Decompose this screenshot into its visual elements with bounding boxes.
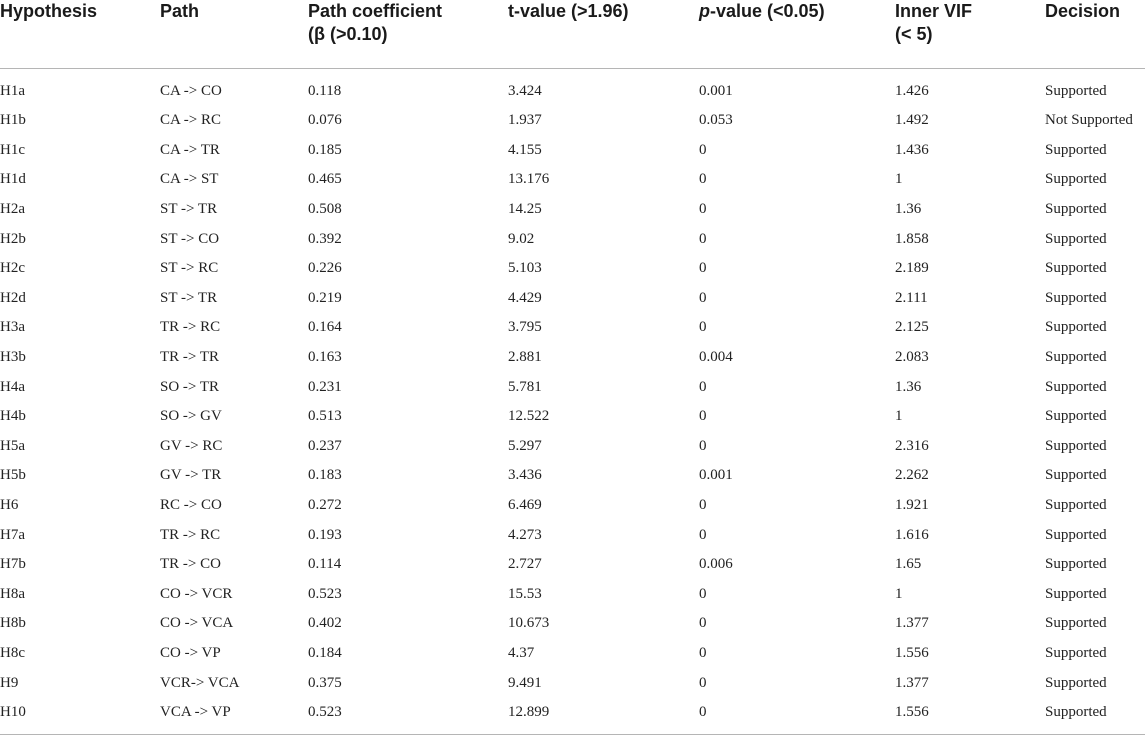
cell-path: ST -> TR	[160, 289, 218, 306]
cell-hypothesis: H4b	[0, 408, 26, 425]
cell-t-value: 5.781	[508, 378, 542, 395]
cell-path-coefficient: 0.219	[308, 289, 342, 306]
cell-path-coefficient: 0.375	[308, 674, 342, 691]
cell-p-value: 0	[699, 526, 707, 543]
cell-t-value: 3.436	[508, 467, 542, 484]
cell-decision: Supported	[1045, 141, 1107, 158]
table-row	[0, 461, 1145, 491]
cell-hypothesis: H1a	[0, 83, 25, 100]
cell-path-coefficient: 0.118	[308, 83, 342, 100]
cell-inner-vif: 2.189	[895, 260, 929, 277]
table-row	[0, 195, 1145, 225]
cell-p-value: 0.006	[699, 556, 733, 573]
header-path-label: Path	[160, 1, 200, 21]
header-row	[0, 0, 1145, 68]
header-inner-vif-line1: Inner VIF	[895, 1, 973, 21]
cell-t-value: 14.25	[508, 201, 542, 218]
cell-p-value: 0	[699, 704, 707, 721]
cell-t-value: 3.795	[508, 319, 542, 336]
cell-path: TR -> CO	[160, 556, 221, 573]
cell-p-value: 0	[699, 674, 707, 691]
cell-hypothesis: H1d	[0, 171, 26, 188]
cell-path: TR -> RC	[160, 319, 221, 336]
cell-inner-vif: 2.125	[895, 319, 929, 336]
cell-path: ST -> RC	[160, 260, 219, 277]
cell-hypothesis: H3a	[0, 319, 25, 336]
cell-path-coefficient: 0.193	[308, 526, 342, 543]
cell-p-value: 0.004	[699, 349, 733, 366]
cell-p-value: 0	[699, 378, 707, 395]
cell-hypothesis: H4a	[0, 378, 25, 395]
cell-decision: Supported	[1045, 644, 1107, 661]
header-decision	[1044, 0, 1145, 68]
cell-inner-vif: 1.492	[895, 112, 929, 129]
header-p-value-label: -value (<0.05)	[710, 1, 825, 21]
header-path-coefficient-line1: Path coefficient	[308, 1, 443, 21]
cell-t-value: 3.424	[508, 83, 542, 100]
cell-path-coefficient: 0.237	[308, 437, 342, 454]
cell-decision: Supported	[1045, 556, 1107, 573]
cell-t-value: 13.176	[508, 171, 550, 188]
table-row	[0, 550, 1145, 580]
cell-inner-vif: 1.65	[895, 556, 922, 573]
table-row	[0, 68, 1145, 106]
cell-hypothesis: H8a	[0, 585, 25, 602]
cell-t-value: 15.53	[508, 585, 542, 602]
cell-decision: Supported	[1045, 497, 1107, 514]
table-header	[0, 0, 1145, 68]
cell-inner-vif: 2.316	[895, 437, 929, 454]
cell-path: TR -> TR	[160, 349, 220, 366]
header-hypothesis	[0, 0, 159, 68]
cell-t-value: 4.429	[508, 289, 542, 306]
cell-hypothesis: H5a	[0, 437, 25, 454]
cell-decision: Supported	[1045, 289, 1107, 306]
cell-hypothesis: H1c	[0, 141, 25, 158]
cell-path-coefficient: 0.076	[308, 112, 342, 129]
cell-inner-vif: 1	[895, 171, 903, 188]
table-row	[0, 698, 1145, 728]
cell-path: RC -> CO	[160, 497, 222, 514]
table-row	[0, 313, 1145, 343]
cell-hypothesis: H8c	[0, 644, 25, 661]
cell-p-value: 0.001	[699, 467, 733, 484]
cell-path-coefficient: 0.185	[308, 141, 342, 158]
cell-path-coefficient: 0.184	[308, 644, 342, 661]
cell-path-coefficient: 0.183	[308, 467, 342, 484]
cell-path-coefficient: 0.523	[308, 704, 342, 721]
cell-hypothesis: H8b	[0, 615, 26, 632]
cell-inner-vif: 1.36	[895, 378, 922, 395]
cell-decision: Supported	[1045, 408, 1107, 425]
cell-t-value: 2.881	[508, 349, 542, 366]
cell-t-value: 4.155	[508, 141, 542, 158]
table-bottom-rule	[0, 734, 1145, 735]
cell-path: CA -> RC	[160, 112, 221, 129]
cell-path: ST -> CO	[160, 230, 220, 247]
cell-decision: Supported	[1045, 83, 1107, 100]
table-row	[0, 136, 1145, 166]
cell-decision: Supported	[1045, 378, 1107, 395]
cell-inner-vif: 1.616	[895, 526, 929, 543]
cell-t-value: 5.297	[508, 437, 542, 454]
cell-inner-vif: 1	[895, 585, 903, 602]
cell-hypothesis: H2d	[0, 289, 26, 306]
cell-inner-vif: 1.426	[895, 83, 929, 100]
cell-path-coefficient: 0.508	[308, 201, 342, 218]
cell-path: CO -> VCR	[160, 585, 233, 602]
table-row	[0, 284, 1145, 314]
table-row	[0, 372, 1145, 402]
cell-path-coefficient: 0.272	[308, 497, 342, 514]
cell-p-value: 0	[699, 171, 707, 188]
cell-p-value: 0	[699, 497, 707, 514]
cell-inner-vif: 2.262	[895, 467, 929, 484]
cell-inner-vif: 1.436	[895, 141, 929, 158]
table-row	[0, 491, 1145, 521]
cell-hypothesis: H7a	[0, 526, 25, 543]
cell-path: TR -> RC	[160, 526, 221, 543]
header-t-value	[507, 0, 698, 68]
cell-decision: Supported	[1045, 615, 1107, 632]
cell-hypothesis: H2c	[0, 260, 25, 277]
cell-decision: Supported	[1045, 467, 1107, 484]
cell-inner-vif: 1.858	[895, 230, 929, 247]
cell-decision: Supported	[1045, 704, 1107, 721]
table-row	[0, 609, 1145, 639]
table-row	[0, 668, 1145, 698]
cell-t-value: 4.273	[508, 526, 542, 543]
header-decision-label: Decision	[1045, 1, 1121, 21]
cell-p-value: 0.053	[699, 112, 733, 129]
cell-path: GV -> RC	[160, 437, 223, 454]
cell-p-value: 0	[699, 141, 707, 158]
cell-inner-vif: 1.377	[895, 615, 929, 632]
cell-inner-vif: 1	[895, 408, 903, 425]
cell-path: VCR-> VCA	[160, 674, 240, 691]
header-p-value-italic-p: p	[699, 1, 710, 21]
table-row	[0, 254, 1145, 284]
cell-decision: Supported	[1045, 674, 1107, 691]
cell-decision: Supported	[1045, 349, 1107, 366]
cell-p-value: 0.001	[699, 83, 733, 100]
cell-p-value: 0	[699, 230, 707, 247]
cell-path: GV -> TR	[160, 467, 222, 484]
header-inner-vif-line2: (< 5)	[895, 24, 933, 44]
header-path-coefficient	[307, 0, 507, 68]
cell-path-coefficient: 0.163	[308, 349, 342, 366]
cell-path-coefficient: 0.164	[308, 319, 342, 336]
table-row	[0, 343, 1145, 373]
cell-inner-vif: 1.36	[895, 201, 922, 218]
cell-inner-vif: 1.556	[895, 704, 929, 721]
cell-decision: Supported	[1045, 230, 1107, 247]
cell-inner-vif: 1.921	[895, 497, 929, 514]
cell-inner-vif: 2.083	[895, 349, 929, 366]
cell-decision: Supported	[1045, 201, 1107, 218]
cell-t-value: 4.37	[508, 644, 535, 661]
cell-decision: Supported	[1045, 585, 1107, 602]
cell-p-value: 0	[699, 289, 707, 306]
cell-p-value: 0	[699, 615, 707, 632]
cell-path: SO -> TR	[160, 378, 220, 395]
cell-p-value: 0	[699, 437, 707, 454]
cell-hypothesis: H2b	[0, 230, 26, 247]
cell-p-value: 0	[699, 260, 707, 277]
cell-path-coefficient: 0.523	[308, 585, 342, 602]
table-body	[0, 68, 1145, 727]
header-hypothesis-label: Hypothesis	[0, 1, 98, 21]
cell-path-coefficient: 0.226	[308, 260, 342, 277]
cell-hypothesis: H1b	[0, 112, 26, 129]
table-row	[0, 165, 1145, 195]
cell-inner-vif: 1.377	[895, 674, 929, 691]
cell-p-value: 0	[699, 319, 707, 336]
cell-decision: Supported	[1045, 171, 1107, 188]
header-inner-vif	[894, 0, 1044, 68]
cell-p-value: 0	[699, 408, 707, 425]
cell-decision: Supported	[1045, 319, 1107, 336]
cell-path: CA -> TR	[160, 141, 220, 158]
cell-path-coefficient: 0.231	[308, 378, 342, 395]
cell-path-coefficient: 0.513	[308, 408, 342, 425]
header-path	[159, 0, 307, 68]
cell-p-value: 0	[699, 585, 707, 602]
header-p-value	[698, 0, 894, 68]
table-row	[0, 639, 1145, 669]
cell-path: CO -> VCA	[160, 615, 234, 632]
cell-t-value: 12.899	[508, 704, 550, 721]
cell-path: CA -> CO	[160, 83, 222, 100]
table-row	[0, 580, 1145, 610]
cell-hypothesis: H5b	[0, 467, 26, 484]
cell-path-coefficient: 0.402	[308, 615, 342, 632]
header-t-value-label: t-value (>1.96)	[508, 1, 629, 21]
cell-t-value: 6.469	[508, 497, 542, 514]
cell-inner-vif: 2.111	[895, 289, 928, 306]
cell-path: ST -> TR	[160, 201, 218, 218]
cell-t-value: 10.673	[508, 615, 550, 632]
cell-path: SO -> GV	[160, 408, 222, 425]
cell-path-coefficient: 0.392	[308, 230, 342, 247]
cell-p-value: 0	[699, 644, 707, 661]
cell-path: CA -> ST	[160, 171, 219, 188]
cell-path: CO -> VP	[160, 644, 221, 661]
cell-hypothesis: H9	[0, 674, 19, 691]
cell-inner-vif: 1.556	[895, 644, 929, 661]
cell-t-value: 9.02	[508, 230, 535, 247]
cell-hypothesis: H7b	[0, 556, 26, 573]
cell-hypothesis: H3b	[0, 349, 26, 366]
cell-decision: Not Supported	[1045, 112, 1133, 129]
cell-decision: Supported	[1045, 437, 1107, 454]
cell-t-value: 2.727	[508, 556, 542, 573]
cell-hypothesis: H6	[0, 497, 19, 514]
table-row	[0, 402, 1145, 432]
cell-t-value: 5.103	[508, 260, 542, 277]
cell-t-value: 12.522	[508, 408, 550, 425]
cell-path-coefficient: 0.465	[308, 171, 342, 188]
cell-decision: Supported	[1045, 260, 1107, 277]
table-row	[0, 432, 1145, 462]
cell-hypothesis: H10	[0, 704, 26, 721]
cell-t-value: 9.491	[508, 674, 542, 691]
cell-hypothesis: H2a	[0, 201, 25, 218]
table-row	[0, 224, 1145, 254]
cell-decision: Supported	[1045, 526, 1107, 543]
header-path-coefficient-line2: (β (>0.10)	[308, 24, 388, 44]
table-row	[0, 106, 1145, 136]
cell-path: VCA -> VP	[160, 704, 231, 721]
cell-p-value: 0	[699, 201, 707, 218]
cell-t-value: 1.937	[508, 112, 542, 129]
table-row	[0, 520, 1145, 550]
cell-path-coefficient: 0.114	[308, 556, 342, 573]
